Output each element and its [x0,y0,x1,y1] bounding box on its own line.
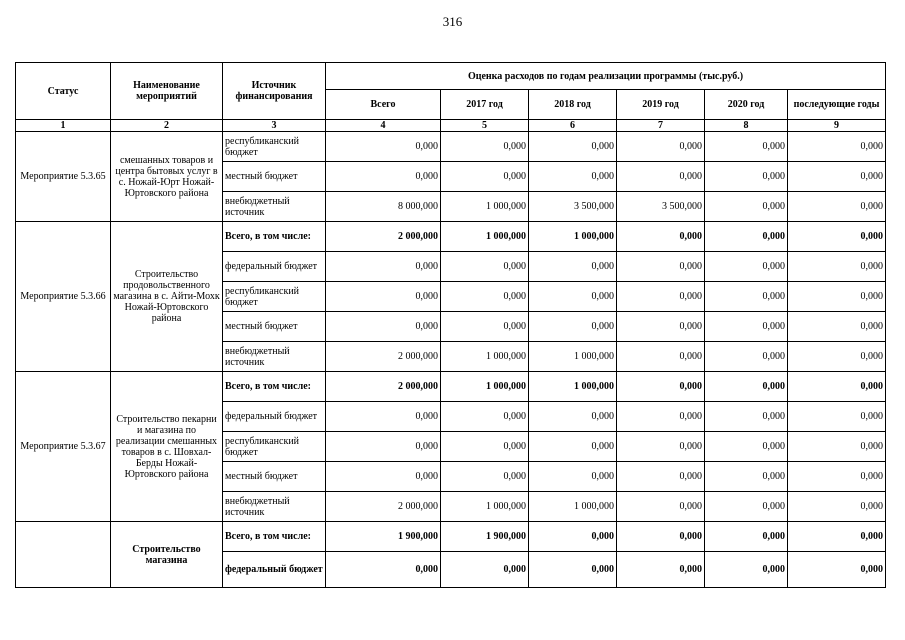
value-cell: 0,000 [529,522,617,552]
column-number: 2 [111,120,223,132]
value-cell: 1 000,000 [441,222,529,252]
value-cell: 2 000,000 [326,372,441,402]
value-cell: 0,000 [705,552,788,588]
value-cell: 0,000 [617,522,705,552]
activity-name-cell: смешанных товаров и центра бытовых услуг в с. Ножай-Юрт Ножай-Юртовского района [111,132,223,222]
value-cell: 0,000 [441,162,529,192]
activity-name-cell: Строительство продовольственного магазина в с. Айти-Мохк Ножай-Юртовского района [111,222,223,372]
table-row [16,222,886,252]
value-cell: 0,000 [705,462,788,492]
value-cell: 0,000 [326,432,441,462]
value-cell: 0,000 [529,252,617,282]
value-cell: 1 000,000 [529,372,617,402]
value-cell: 0,000 [788,492,886,522]
status-cell: Мероприятие 5.3.66 [16,222,111,372]
value-cell: 0,000 [441,252,529,282]
value-cell: 0,000 [326,162,441,192]
value-cell: 0,000 [617,342,705,372]
column-number: 8 [705,120,788,132]
header-source: Источник финансирования [223,63,326,120]
value-cell: 0,000 [326,552,441,588]
source-cell: федеральный бюджет [223,552,326,588]
value-cell: 0,000 [788,522,886,552]
source-cell: местный бюджет [223,462,326,492]
value-cell: 0,000 [441,552,529,588]
value-cell: 1 000,000 [441,192,529,222]
source-cell: республиканский бюджет [223,132,326,162]
header-total: Всего [326,90,441,120]
value-cell: 0,000 [441,312,529,342]
value-cell: 0,000 [529,462,617,492]
header-name: Наименование мероприятий [111,63,223,120]
value-cell: 0,000 [705,402,788,432]
column-number: 4 [326,120,441,132]
source-cell: Всего, в том числе: [223,222,326,252]
value-cell: 0,000 [529,432,617,462]
table-row [16,522,886,552]
status-cell: Мероприятие 5.3.67 [16,372,111,522]
column-number: 9 [788,120,886,132]
value-cell: 0,000 [617,132,705,162]
value-cell: 1 000,000 [441,492,529,522]
header-2019: 2019 год [617,90,705,120]
value-cell: 0,000 [788,402,886,432]
column-number-row [16,120,886,132]
activity-name-cell: Строительство магазина [111,522,223,588]
header-2018: 2018 год [529,90,617,120]
budget-table [15,62,886,588]
value-cell: 0,000 [617,222,705,252]
value-cell: 0,000 [529,402,617,432]
value-cell: 2 000,000 [326,342,441,372]
value-cell: 0,000 [705,282,788,312]
value-cell: 0,000 [788,462,886,492]
value-cell: 0,000 [617,162,705,192]
source-cell: федеральный бюджет [223,402,326,432]
value-cell: 0,000 [788,552,886,588]
source-cell: республиканский бюджет [223,282,326,312]
source-cell: Всего, в том числе: [223,522,326,552]
value-cell: 2 000,000 [326,222,441,252]
value-cell: 0,000 [529,312,617,342]
value-cell: 0,000 [705,222,788,252]
value-cell: 0,000 [788,192,886,222]
value-cell: 0,000 [617,252,705,282]
value-cell: 0,000 [705,192,788,222]
value-cell: 0,000 [617,282,705,312]
value-cell: 0,000 [705,432,788,462]
header-2017: 2017 год [441,90,529,120]
column-number: 5 [441,120,529,132]
value-cell: 0,000 [788,162,886,192]
value-cell: 0,000 [326,132,441,162]
value-cell: 1 900,000 [326,522,441,552]
value-cell: 1 000,000 [529,342,617,372]
value-cell: 0,000 [788,132,886,162]
page-number: 316 [442,14,463,29]
value-cell: 0,000 [705,372,788,402]
value-cell: 0,000 [326,402,441,432]
value-cell: 3 500,000 [617,192,705,222]
value-cell: 0,000 [788,252,886,282]
column-number: 7 [617,120,705,132]
value-cell: 0,000 [529,162,617,192]
header-later: последующие годы [788,90,886,120]
source-cell: внебюджетный источник [223,342,326,372]
value-cell: 0,000 [705,492,788,522]
value-cell: 0,000 [705,342,788,372]
value-cell: 0,000 [326,282,441,312]
value-cell: 0,000 [705,312,788,342]
value-cell: 0,000 [441,462,529,492]
value-cell: 0,000 [326,252,441,282]
value-cell: 0,000 [441,282,529,312]
value-cell: 0,000 [617,402,705,432]
header-2020: 2020 год [705,90,788,120]
value-cell: 0,000 [441,402,529,432]
source-cell: федеральный бюджет [223,252,326,282]
value-cell: 0,000 [788,432,886,462]
value-cell: 0,000 [617,432,705,462]
value-cell: 0,000 [788,222,886,252]
value-cell: 8 000,000 [326,192,441,222]
value-cell: 0,000 [705,162,788,192]
value-cell: 0,000 [617,312,705,342]
value-cell: 3 500,000 [529,192,617,222]
value-cell: 0,000 [326,312,441,342]
value-cell: 1 900,000 [441,522,529,552]
source-cell: местный бюджет [223,162,326,192]
value-cell: 1 000,000 [529,492,617,522]
value-cell: 0,000 [441,132,529,162]
value-cell: 1 000,000 [441,342,529,372]
source-cell: республиканский бюджет [223,432,326,462]
table-header [16,63,886,132]
value-cell: 0,000 [788,282,886,312]
column-number: 6 [529,120,617,132]
value-cell: 0,000 [705,522,788,552]
value-cell: 0,000 [788,312,886,342]
value-cell: 0,000 [529,132,617,162]
column-number: 3 [223,120,326,132]
value-cell: 0,000 [617,462,705,492]
value-cell: 0,000 [705,252,788,282]
source-cell: внебюджетный источник [223,492,326,522]
table-body [16,132,886,588]
table-row [16,372,886,402]
value-cell: 0,000 [617,492,705,522]
value-cell: 0,000 [326,462,441,492]
activity-name-cell: Строительство пекарни и магазина по реализации смешанных товаров в с. Шовхал-Берды Ножай-Юртовского района [111,372,223,522]
source-cell: внебюджетный источник [223,192,326,222]
source-cell: местный бюджет [223,312,326,342]
table-row [16,132,886,162]
status-cell: Мероприятие 5.3.65 [16,132,111,222]
value-cell: 1 000,000 [441,372,529,402]
column-number: 1 [16,120,111,132]
value-cell: 0,000 [617,552,705,588]
value-cell: 2 000,000 [326,492,441,522]
value-cell: 0,000 [529,282,617,312]
status-cell [16,522,111,588]
value-cell: 0,000 [529,552,617,588]
source-cell: Всего, в том числе: [223,372,326,402]
value-cell: 0,000 [788,342,886,372]
value-cell: 0,000 [705,132,788,162]
value-cell: 0,000 [441,432,529,462]
value-cell: 1 000,000 [529,222,617,252]
header-status: Статус [16,63,111,120]
value-cell: 0,000 [617,372,705,402]
value-cell: 0,000 [788,372,886,402]
header-estimate: Оценка расходов по годам реализации программы (тыс.руб.) [326,63,886,90]
